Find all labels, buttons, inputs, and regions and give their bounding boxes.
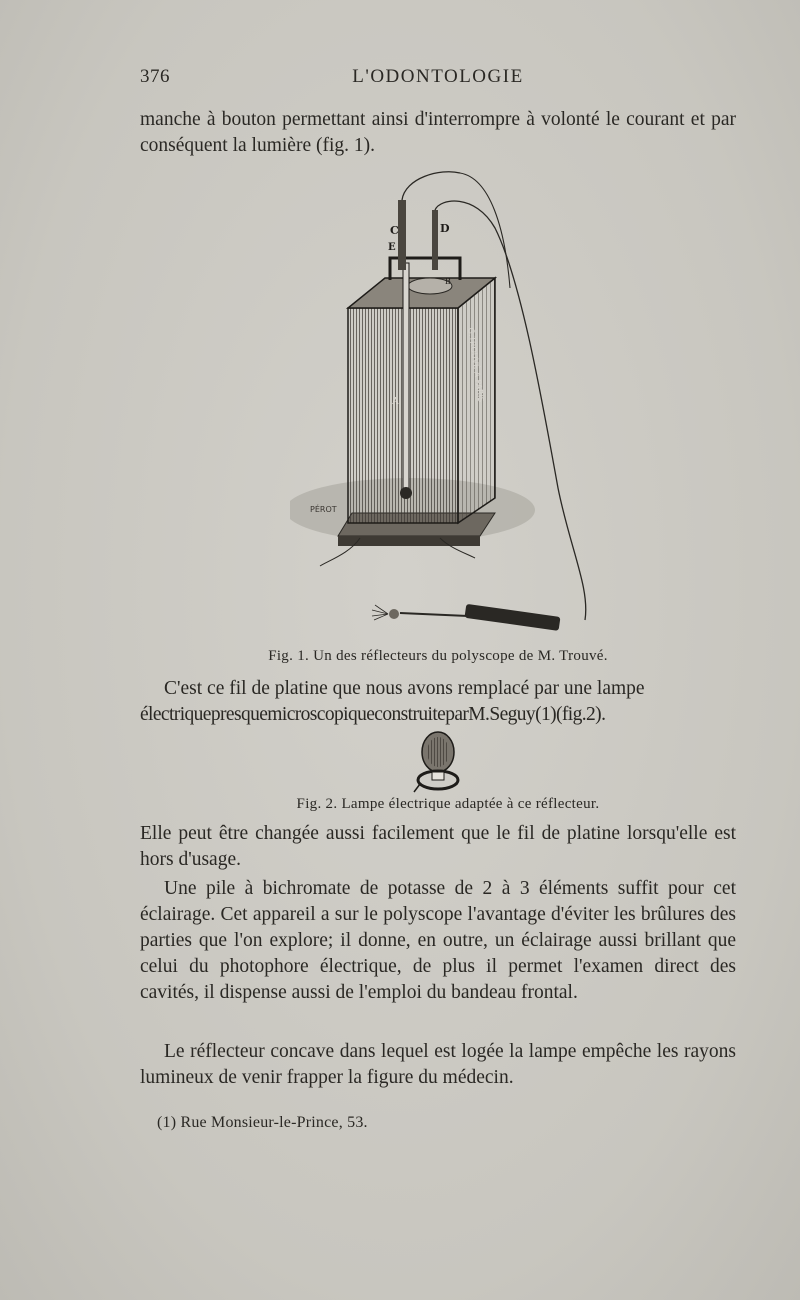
- paragraph-2-line-2: électriquepresquemicroscopiqueconstruiteparM.Seguy(1)(fig.2).: [140, 704, 606, 725]
- paragraph-2: [140, 676, 736, 728]
- paragraph-4: Une pile à bichromate de potasse de 2 à 3 éléments suffit pour cet éclairage. Cet appareil a sur le polyscope l'avantage d'éviter les brûlures des parties que l'on explore; il donne, en outre, un éclairage aussi brillant que celui du photophore électrique, de plus il permet l'examen direct des cavités, il dispense aussi de l'emploi du bandeau frontal.: [140, 878, 736, 1003]
- label-d: D: [440, 222, 450, 235]
- label-e: E: [388, 242, 396, 253]
- paragraph-2-line-1: C'est ce fil de platine que nous avons remplacé par une lampe: [164, 678, 645, 699]
- page-header: [140, 66, 736, 92]
- label-a: A: [392, 397, 399, 407]
- label-b: B: [445, 277, 451, 286]
- figure-2-lamp-illustration: [410, 730, 470, 796]
- paragraph-1: manche à bouton permettant ainsi d'interrompre à volonté le courant et par conséquent la lumière (fig. 1).: [140, 109, 736, 156]
- label-c: C: [390, 224, 399, 237]
- page-number: 376: [140, 66, 170, 87]
- paragraph-5: Le réflecteur concave dans lequel est logée la lampe empêche les rayons lumineux de venir frapper la figure du médecin.: [140, 1041, 736, 1088]
- box-side-inscription: G.TROUVÉ A PARIS: [466, 327, 486, 403]
- figure-1-illustration: [290, 168, 600, 640]
- maker-mark: PÉROT: [310, 505, 337, 514]
- figure-1-caption: Fig. 1. Un des réflecteurs du polyscope de M. Trouvé.: [268, 648, 608, 664]
- figure-2-caption: Fig. 2. Lampe électrique adaptée à ce réflecteur.: [296, 796, 600, 812]
- running-title: L'ODONTOLOGIE: [352, 66, 524, 87]
- paragraph-3: Elle peut être changée aussi facilement que le fil de platine lorsqu'elle est hors d'usage.: [140, 823, 736, 870]
- footnote: (1) Rue Monsieur-le-Prince, 53.: [157, 1114, 368, 1131]
